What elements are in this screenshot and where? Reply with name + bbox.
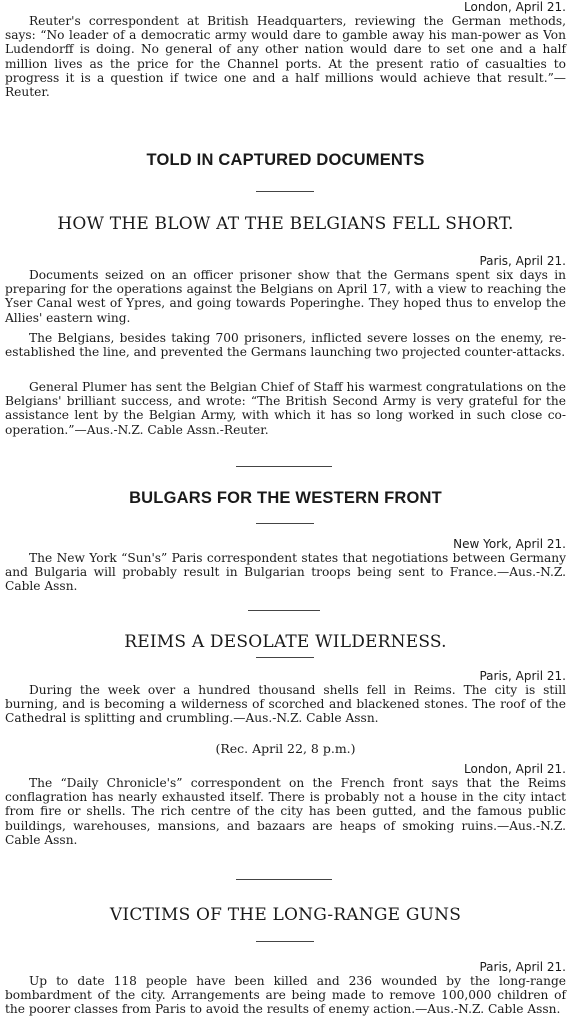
dateline: London, April 21. xyxy=(464,0,566,14)
headline: TOLD IN CAPTURED DOCUMENTS xyxy=(146,151,425,169)
dateline: London, April 21. xyxy=(464,762,566,776)
headline: REIMS A DESOLATE WILDERNESS. xyxy=(124,632,447,652)
divider xyxy=(256,941,314,942)
divider xyxy=(256,523,314,524)
article-paragraph: During the week over a hundred thousand shells fell in Reims. The city is still burning, and is becoming a wilderness of scorched and blackened stones. The roof of the Cathedral is splitting and crumbling.—Aus.-N.Z. Cable Assn. xyxy=(5,683,566,726)
article-paragraph: The “Daily Chronicle's” correspondent on the French front says that the Reims conflagration has nearly exhausted itself. There is probably not a house in the city intact from fire or shells. The rich centre of the city has been gutted, and the famous public buildings, warehouses, mansions, and bazaars are heaps of smoking ruins.—Aus.-N.Z. Cable Assn. xyxy=(5,776,566,847)
divider xyxy=(256,657,314,658)
dateline: Paris, April 21. xyxy=(479,669,566,683)
divider xyxy=(256,191,314,192)
received-note: (Rec. April 22, 8 p.m.) xyxy=(215,741,356,756)
divider xyxy=(236,879,332,880)
article-paragraph: General Plumer has sent the Belgian Chief of Staff his warmest congratulations on the Belgians' brilliant success, and wrote: “The British Second Army is very grateful for the assistance lent by the Belgian Army, with which it has so long worked in such close co-operation.”—Aus.-N.Z. Cable Assn.-Reuter. xyxy=(5,380,566,437)
article-paragraph: The Belgians, besides taking 700 prisoners, inflicted severe losses on the enemy, re-established the line, and prevented the Germans launching two projected counter-attacks. xyxy=(5,331,566,360)
headline: VICTIMS OF THE LONG-RANGE GUNS xyxy=(109,905,462,925)
subheadline: HOW THE BLOW AT THE BELGIANS FELL SHORT. xyxy=(57,214,514,234)
article-paragraph: The New York “Sun's” Paris correspondent states that negotiations between Germany and Bulgaria will probably result in Bulgarian troops being sent to France.—Aus.-N.Z. Cable Assn. xyxy=(5,551,566,594)
article-paragraph: Documents seized on an officer prisoner show that the Germans spent six days in preparing for the operations against the Belgians on April 17, with a view to reaching the Yser Canal west of Ypres, and going towards Poperinghe. They hoped thus to envelop the Allies' eastern wing. xyxy=(5,268,566,325)
dateline: Paris, April 21. xyxy=(479,960,566,974)
article-paragraph: Up to date 118 people have been killed and 236 wounded by the long-range bombardment of the city. Arrangements are being made to remove 100,000 children of the poorer classes from Paris to avoid the results of enemy action.—Aus.-N.Z. Cable Assn. xyxy=(5,974,566,1017)
divider xyxy=(236,466,332,467)
dateline: Paris, April 21. xyxy=(479,254,566,268)
headline: BULGARS FOR THE WESTERN FRONT xyxy=(129,489,442,507)
article-paragraph: Reuter's correspondent at British Headquarters, reviewing the German methods, says: “No leader of a democratic army would dare to gamble away his man-power as Von Ludendorff is doing. No general of any other nation would dare to set one and a half million lives as the price for the Channel ports. At the present ratio of casualties to progress it is a question if twice one and a half millions would achieve that result.”—Reuter. xyxy=(5,14,566,100)
divider xyxy=(248,610,320,611)
dateline: New York, April 21. xyxy=(453,537,566,551)
